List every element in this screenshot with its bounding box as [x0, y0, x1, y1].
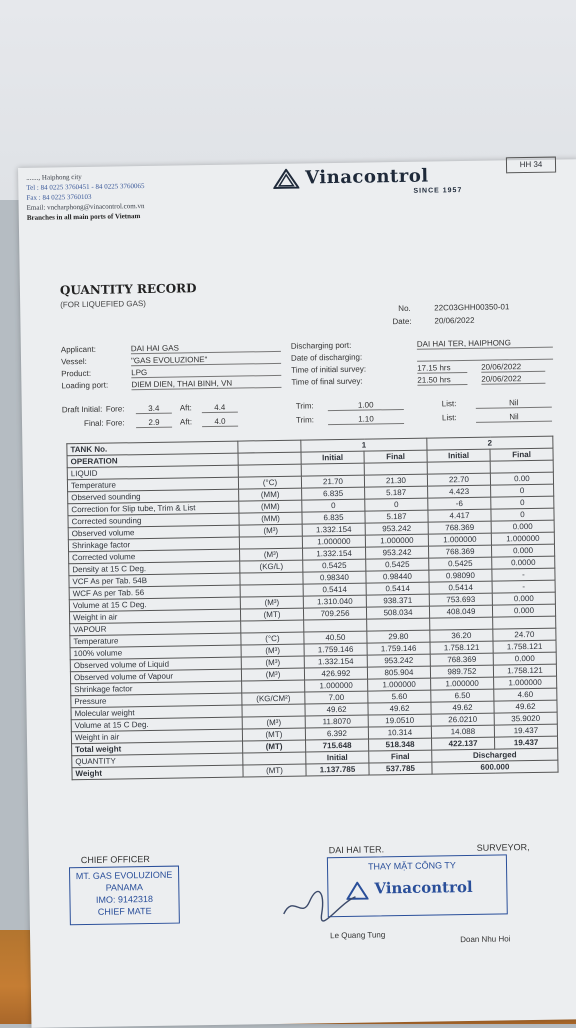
tank2-final-value: 0.000	[492, 604, 555, 617]
col-final-2: Final	[490, 448, 553, 461]
tank1-initial-value: 0.5414	[303, 583, 366, 596]
final-list-value: Nil	[476, 412, 552, 423]
document-subtitle: (FOR LIQUEFIED GAS)	[60, 299, 147, 310]
quantity-record-document	[18, 159, 576, 1028]
tank1-final-value: 508.034	[366, 606, 429, 619]
tank1-final-value: 1.759.146	[367, 642, 430, 655]
terminal-signatory: Le Quang Tung	[330, 930, 386, 941]
row-unit: (MT)	[243, 740, 306, 753]
tank1-final-value: 953.242	[365, 546, 428, 559]
fax-line: Fax : 84 0225 3760103	[26, 192, 92, 202]
operation-label: OPERATION	[67, 453, 238, 468]
vessel-value: "GAS EVOLUZIONE"	[131, 354, 281, 366]
row-unit	[240, 572, 303, 585]
row-label: Correction for Slip tube, Trim & List	[68, 501, 239, 516]
stamp-vessel-name: MT. GAS EVOLUZIONE	[75, 869, 173, 882]
tank2-initial-value: 6.50	[431, 689, 494, 702]
tank-no-label: TANK No.	[67, 441, 238, 456]
row-label: Weight in air	[71, 729, 242, 744]
initial-fore-label: Fore:	[105, 404, 125, 414]
date-of-discharging-line	[417, 350, 553, 362]
tank2-final-value: -	[492, 568, 555, 581]
tank1-initial-value: 709.256	[303, 607, 366, 620]
tank2-final-value: 0.0000	[492, 556, 555, 569]
tank1-final-value: 5.60	[368, 690, 431, 703]
stamp-imo: IMO: 9142318	[95, 893, 154, 905]
tank1-initial-value: 11.8070	[305, 715, 368, 728]
tank2-initial-value: 1.000000	[431, 677, 494, 690]
tank2-initial-value: 768.369	[430, 653, 493, 666]
tank2-final-value: 49.62	[494, 700, 557, 713]
tank2-initial-value: 14.088	[431, 725, 494, 738]
quantity-discharged-value: 600.000	[432, 760, 558, 774]
tank1-final-value: 0.98440	[366, 570, 429, 583]
row-label: VCF As per Tab. 54B	[69, 573, 240, 588]
row-label: Pressure	[71, 693, 242, 708]
tank1-initial-value: 715.648	[306, 739, 369, 752]
row-label: Weight in air	[69, 609, 240, 624]
tank2-initial-value: 0.5425	[429, 557, 492, 570]
tank1-initial-value: 0.98340	[303, 571, 366, 584]
tank2-final-value: 0	[491, 484, 554, 497]
company-name: Vinacontrol	[305, 165, 429, 189]
vessel-label: Vessel:	[60, 356, 87, 367]
surveyor-label: SURVEYOR,	[476, 842, 530, 853]
tank2-final-value: 0.000	[493, 652, 556, 665]
tank1-final-value: 518.348	[369, 738, 432, 751]
initial-survey-time: 17.15 hrs	[417, 363, 467, 374]
tank1-initial-value: 1.332.154	[302, 523, 365, 536]
tank2-final-value: 0	[491, 496, 554, 509]
draft-final-label: Final:	[83, 418, 104, 428]
tank1-initial-value: 1.310.040	[303, 595, 366, 608]
row-label: Total weight	[72, 741, 243, 756]
tank1-final-value: 1.000000	[365, 534, 428, 547]
row-unit: (M³)	[241, 668, 304, 681]
final-trim-label: Trim:	[295, 415, 314, 425]
vinacontrol-emblem-icon	[273, 168, 299, 188]
row-label: Observed sounding	[68, 489, 239, 504]
tank2-final-value: -	[492, 580, 555, 593]
tank1-final-value: 29.80	[367, 630, 430, 643]
row-unit: (MT)	[242, 728, 305, 741]
quantity-initial-value: 1.137.785	[306, 763, 369, 776]
document-number: 22C03GHH00350-01	[434, 302, 510, 313]
tank2-initial-value: -6	[428, 497, 491, 510]
tank2-initial-value: 4.417	[428, 509, 491, 522]
tank1-final-value: 49.62	[368, 702, 431, 715]
tank1-final-value: 19.0510	[368, 714, 431, 727]
tank1-final-value: 0.5425	[366, 558, 429, 571]
row-unit: (M³)	[240, 548, 303, 561]
initial-survey-label: Time of initial survey:	[291, 364, 367, 375]
tank1-final-value: 0	[365, 498, 428, 511]
tank1-initial-value: 1.000000	[305, 679, 368, 692]
row-label: WCF As per Tab. 56	[69, 585, 240, 600]
tank2-initial-value: 768.369	[428, 545, 491, 558]
final-list-label: List:	[441, 413, 457, 423]
final-survey-time: 21.50 hrs	[417, 375, 467, 386]
tel-line: Tel : 84 0225 3760451 - 84 0225 3760065	[26, 182, 145, 192]
no-label: No.	[398, 303, 411, 314]
tank2-initial-value: 1.000000	[428, 533, 491, 546]
initial-aft-label: Aft:	[179, 403, 192, 413]
tank1-final-value: 5.187	[365, 510, 428, 523]
tank2-initial-value: 1.758.121	[430, 641, 493, 654]
tank1-initial-value: 21.70	[301, 475, 364, 488]
tank2-initial-value: 4.423	[428, 485, 491, 498]
col-final-1: Final	[364, 450, 427, 463]
draft-initial-label: Draft Initial:	[61, 404, 103, 415]
row-label: Shrinkage factor	[68, 537, 239, 552]
row-label: Observed volume	[68, 525, 239, 540]
discharging-port-value: DAI HAI TER, HAIPHONG	[417, 338, 553, 350]
tank1-initial-value: 6.835	[302, 511, 365, 524]
tank1-initial-value: 426.992	[304, 667, 367, 680]
row-unit: (MM)	[239, 500, 302, 513]
tank1-final-value: 1.000000	[368, 678, 431, 691]
liquid-header: LIQUID	[67, 465, 238, 480]
final-trim-value: 1.10	[328, 414, 404, 425]
tank2-final-value: 1.000000	[494, 676, 557, 689]
row-label: Density at 15 C Deg.	[69, 561, 240, 576]
product-label: Product:	[61, 368, 92, 379]
since-label: SINCE 1957	[413, 187, 463, 195]
tank-1-header: 1	[301, 438, 427, 452]
final-survey-label: Time of final survey:	[291, 376, 363, 387]
vapour-header: VAPOUR	[70, 621, 241, 636]
tank2-final-value: 0.000	[491, 520, 554, 533]
product-value: LPG	[131, 366, 281, 378]
initial-survey-date: 20/06/2022	[481, 362, 545, 373]
row-label: Corrected sounding	[68, 513, 239, 528]
row-unit: (M³)	[240, 596, 303, 609]
date-label: Date:	[392, 316, 412, 327]
initial-list-label: List:	[441, 399, 457, 409]
final-aft-value: 4.0	[202, 417, 238, 428]
row-unit	[240, 584, 303, 597]
tank1-final-value: 21.30	[364, 474, 427, 487]
branches-line: Branches in all main ports of Vietnam	[26, 212, 141, 222]
vinacontrol-logo	[273, 166, 429, 189]
form-code: HH 34	[506, 157, 556, 174]
quantity-final-value: 537.785	[369, 762, 432, 775]
tank2-final-value: 1.758.121	[493, 640, 556, 653]
tank2-initial-value: 753.693	[429, 593, 492, 606]
quantity-final-label: Final	[369, 750, 432, 763]
date-of-discharging-label: Date of discharging:	[290, 352, 363, 363]
col-initial-1: Initial	[301, 451, 364, 464]
loading-port-value: DIEM DIEN, THAI BINH, VN	[131, 378, 281, 390]
tank2-final-value: 1.000000	[491, 532, 554, 545]
tank2-initial-value: 422.137	[432, 737, 495, 750]
tank1-initial-value: 40.50	[304, 631, 367, 644]
initial-aft-value: 4.4	[202, 403, 238, 414]
tank2-final-value: 24.70	[493, 628, 556, 641]
initial-trim-label: Trim:	[295, 401, 314, 411]
final-fore-label: Fore:	[105, 418, 125, 428]
document-date: 20/06/2022	[434, 315, 475, 326]
initial-list-value: Nil	[476, 398, 552, 409]
tank1-initial-value: 1.332.154	[304, 655, 367, 668]
discharging-port-label: Discharging port:	[290, 340, 352, 351]
tank1-initial-value: 49.62	[305, 703, 368, 716]
chief-officer-label: CHIEF OFFICER	[80, 854, 150, 866]
row-unit: (MT)	[240, 608, 303, 621]
row-unit	[239, 536, 302, 549]
applicant-value: DAI HAI GAS	[131, 342, 281, 354]
tank1-final-value: 5.187	[365, 486, 428, 499]
row-unit: (M³)	[241, 656, 304, 669]
row-unit: (MM)	[239, 512, 302, 525]
loading-port-label: Loading port:	[61, 380, 109, 391]
final-aft-label: Aft:	[179, 417, 193, 427]
tank2-initial-value: 22.70	[427, 473, 490, 486]
tank2-initial-value: 0.5414	[429, 581, 492, 594]
tank2-initial-value: 989.752	[430, 665, 493, 678]
tank2-final-value: 4.60	[494, 688, 557, 701]
row-label: Temperature	[67, 477, 238, 492]
tank2-final-value: 35.9020	[494, 712, 557, 725]
final-fore-value: 2.9	[136, 418, 172, 429]
weight-unit: (MT)	[243, 764, 306, 777]
tank1-initial-value: 1.759.146	[304, 643, 367, 656]
initial-trim-value: 1.00	[328, 400, 404, 411]
row-label: Temperature	[70, 633, 241, 648]
tank2-final-value: 19.437	[494, 736, 557, 749]
tank2-final-value: 0	[491, 508, 554, 521]
tank1-final-value: 953.242	[365, 522, 428, 535]
stamp-company-name: Vinacontrol	[374, 877, 473, 898]
address-line: ......., Haiphong city	[26, 173, 82, 182]
row-label: Volume at 15 C Deg.	[69, 597, 240, 612]
row-unit: (°C)	[238, 476, 301, 489]
tank1-final-value: 805.904	[367, 666, 430, 679]
row-unit	[242, 680, 305, 693]
tank1-initial-value: 1.000000	[302, 535, 365, 548]
quantity-label: QUANTITY	[72, 753, 243, 768]
row-unit: (M³)	[239, 524, 302, 537]
tank1-initial-value: 6.392	[305, 727, 368, 740]
tank2-initial-value: 26.0210	[431, 713, 494, 726]
row-label: Volume at 15 C Deg.	[71, 717, 242, 732]
row-unit: (KG/L)	[240, 560, 303, 573]
tank1-final-value: 0.5414	[366, 582, 429, 595]
stamp-company-line: THAY MẶT CÔNG TY	[367, 860, 456, 872]
row-unit: (M³)	[241, 644, 304, 657]
tank1-final-value: 10.314	[368, 726, 431, 739]
row-label: Observed volume of Vapour	[70, 669, 241, 684]
quantity-discharged-label: Discharged	[432, 748, 558, 762]
tank2-initial-value: 49.62	[431, 701, 494, 714]
weight-label: Weight	[72, 765, 243, 780]
tank2-initial-value: 36.20	[430, 629, 493, 642]
applicant-label: Applicant:	[60, 344, 97, 355]
tank1-initial-value: 7.00	[305, 691, 368, 704]
row-unit: (KG/CM²)	[242, 692, 305, 705]
tank2-final-value: 19.437	[494, 724, 557, 737]
email-line: Email: vncharphong@vinacontrol.com.vn	[26, 202, 145, 212]
row-label: Observed volume of Liquid	[70, 657, 241, 672]
stamp-flag: PANAMA	[105, 882, 144, 893]
stamp-role: CHIEF MATE	[97, 905, 152, 917]
row-label: Corrected volume	[69, 549, 240, 564]
tank2-final-value: 0.000	[492, 592, 555, 605]
tank1-initial-value: 1.332.154	[303, 547, 366, 560]
tank2-initial-value: 0.98090	[429, 569, 492, 582]
document-title: QUANTITY RECORD	[59, 281, 197, 298]
col-initial-2: Initial	[427, 449, 490, 462]
tank1-initial-value: 0	[302, 499, 365, 512]
initial-fore-value: 3.4	[136, 404, 172, 415]
tank-2-header: 2	[427, 436, 553, 450]
tank2-final-value: 1.758.121	[493, 664, 556, 677]
tank1-final-value: 953.242	[367, 654, 430, 667]
row-label: 100% volume	[70, 645, 241, 660]
tank1-initial-value: 0.5425	[303, 559, 366, 572]
row-unit: (°C)	[241, 632, 304, 645]
quantity-initial-label: Initial	[306, 751, 369, 764]
surveyor-signatory: Doan Nhu Hoi	[460, 934, 511, 945]
row-label: Molecular weight	[71, 705, 242, 720]
final-survey-date: 20/06/2022	[481, 374, 545, 385]
row-unit	[242, 704, 305, 717]
tank2-final-value: 0.00	[490, 472, 553, 485]
quantity-table	[66, 436, 558, 781]
tank2-initial-value: 768.369	[428, 521, 491, 534]
tank1-initial-value: 6.835	[302, 487, 365, 500]
signature-mark-icon	[279, 883, 360, 924]
row-unit: (M³)	[242, 716, 305, 729]
tank2-final-value: 0.000	[491, 544, 554, 557]
terminal-label: DAI HAI TER.	[328, 844, 385, 856]
row-label: Shrinkage factor	[71, 681, 242, 696]
row-unit: (MM)	[239, 488, 302, 501]
vessel-stamp	[69, 866, 180, 926]
tank1-final-value: 938.371	[366, 594, 429, 607]
tank2-initial-value: 408.049	[429, 605, 492, 618]
